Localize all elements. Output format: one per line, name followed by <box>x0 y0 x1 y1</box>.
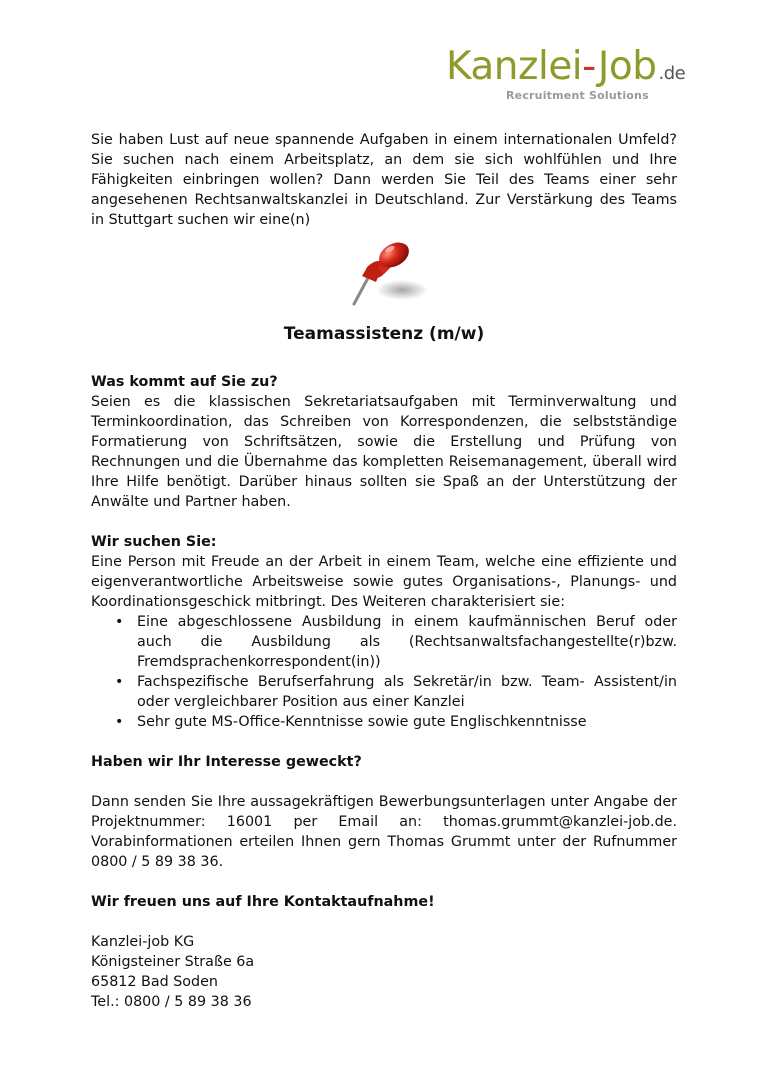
profile-paragraph: Eine Person mit Freude an der Arbeit in einem Team, welche eine effiziente und eigenverantwortliche Arbeitsweise sowie gutes Organisations-, Planungs- und Koordinationsgeschick mitbringt. Des Weiteren charakterisiert sie: <box>91 554 677 610</box>
section-heading-tasks: Was kommt auf Sie zu? <box>91 374 278 390</box>
company-name: Kanzlei-job KG <box>91 934 195 950</box>
requirements-list <box>91 612 677 732</box>
company-logo <box>446 46 726 106</box>
phone-number: Tel.: 0800 / 5 89 38 36 <box>91 994 252 1010</box>
address-block <box>91 932 677 1012</box>
intro-paragraph: Sie haben Lust auf neue spannende Aufgaben in einem internationalen Umfeld? Sie suchen nach einem Arbeitsplatz, an dem sie sich wohlfühlen und Ihre Fähigkeiten einbringen wollen? Dann werden Sie Teil des Teams einer sehr angesehenen Rechtsanwaltskanzlei in Deutschland. Zur Verstärkung des Teams in Stuttgart suchen wir eine(n) <box>91 132 677 228</box>
section-heading-interest: Haben wir Ihr Interesse geweckt? <box>91 754 362 770</box>
section-heading-profile: Wir suchen Sie: <box>91 534 217 550</box>
list-item: • Fachspezifische Berufserfahrung als Sekretär/in bzw. Team- Assistent/in oder vergleichbarer Position aus einer Kanzlei <box>137 672 677 712</box>
tasks-paragraph: Seien es die klassischen Sekretariatsaufgaben mit Terminverwaltung und Terminkoordination, das Schreiben von Korrespondenzen, die selbstständige Formatierung von Schriftsätzen, sowie die Erstellung und Prüfung von Rechnungen und die Übernahme das kompletten Reisemanagement, überall wird Ihre Hilfe benötigt. Darüber hinaus sollten sie Spaß an der Unterstützung der Anwälte und Partner haben. <box>91 394 677 510</box>
pushpin-icon <box>340 238 440 308</box>
street-address: Königsteiner Straße 6a <box>91 954 255 970</box>
job-title: Teamassistenz (m/w) <box>283 324 485 344</box>
logo-wordmark: Kanzlei-Job .de <box>446 44 686 89</box>
city-address: 65812 Bad Soden <box>91 974 218 990</box>
application-paragraph: Dann senden Sie Ihre aussagekräftigen Bewerbungsunterlagen unter Angabe der Projektnummer: 16001 per Email an: thomas.grummt@kanzlei-job.de. Vorabinformationen erteilen Ihnen gern Thomas Grummt unter der Rufnummer 0800 / 5 89 38 36. <box>91 794 677 870</box>
closing-line: Wir freuen uns auf Ihre Kontaktaufnahme! <box>91 894 435 910</box>
list-item: • Eine abgeschlossene Ausbildung in einem kaufmännischen Beruf oder auch die Ausbildung als (Rechtsanwaltsfachangestellte(r)bzw. Fremdsprachenkorrespondent(in)) <box>137 612 677 672</box>
list-item: • Sehr gute MS-Office-Kenntnisse sowie gute Englischkenntnisse <box>137 712 677 732</box>
logo-tagline: Recruitment Solutions <box>506 89 649 102</box>
document-body <box>91 130 677 1012</box>
